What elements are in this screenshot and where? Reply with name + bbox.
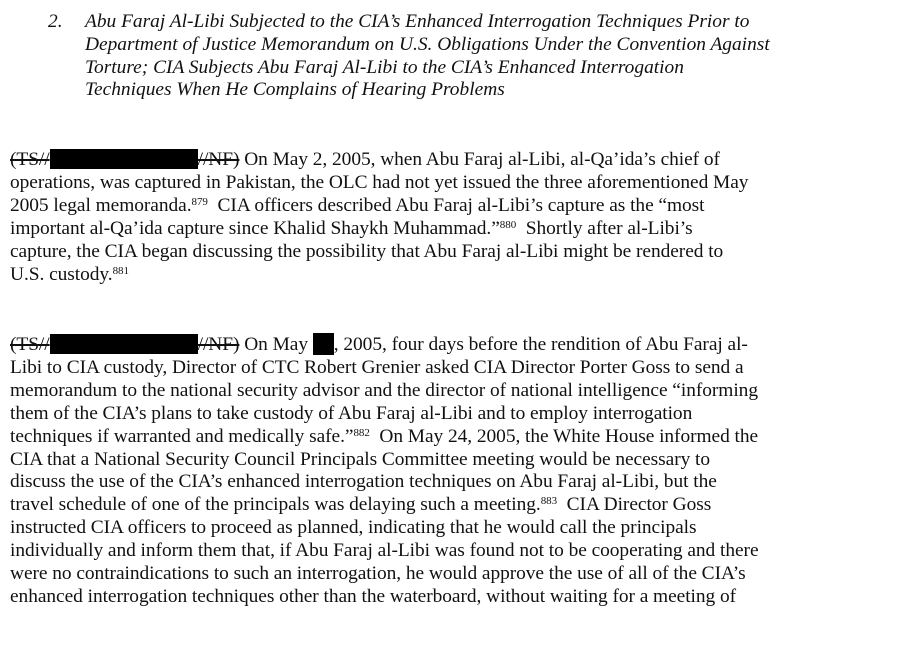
footnote-ref: 882 [353, 426, 370, 439]
paragraph-text: techniques if warranted and medically safe.” [10, 425, 354, 447]
redaction-block [313, 333, 334, 355]
paragraph-line: discuss the use of the CIA’s enhanced interrogation techniques on Abu Faraj al-Libi, but the [10, 471, 717, 493]
paragraph-text: Shortly after al-Libi’s [516, 217, 693, 239]
footnote-ref: 879 [191, 195, 208, 208]
classification-marking [10, 334, 239, 357]
paragraph-line [10, 195, 748, 218]
paragraph-text: On May 2, 2005, when Abu Faraj al-Libi, al-Qa’ida’s chief of [239, 149, 720, 170]
paragraph-line: CIA that a National Security Council Principals Committee meeting would be necessary to [10, 448, 711, 470]
paragraph-2 [10, 333, 759, 609]
paragraph-text: CIA officers described Abu Faraj al-Libi’s capture as the “most [207, 194, 705, 216]
section-heading [48, 11, 908, 102]
paragraph-line [10, 149, 748, 172]
paragraph-text: 2005 legal memoranda. [10, 194, 192, 216]
paragraph-text: travel schedule of one of the principals was delaying such a meeting. [10, 494, 541, 516]
section-title-line: Department of Justice Memorandum on U.S. Obligations Under the Convention Against [85, 33, 770, 55]
section-number: 2. [48, 11, 63, 32]
footnote-ref: 880 [499, 218, 517, 231]
classification-prefix: (TS// [10, 334, 50, 355]
paragraph-line [10, 264, 748, 287]
classification-suffix: //NF) [197, 334, 240, 355]
classification-marking [10, 149, 239, 172]
section-title-line: Techniques When He Complains of Hearing Problems [85, 79, 505, 101]
footnote-ref: 881 [112, 264, 129, 277]
paragraph-text: CIA Director Goss [557, 494, 712, 516]
paragraph-line [10, 218, 748, 241]
paragraph-text: On May 24, 2005, the White House informed the [369, 425, 759, 447]
paragraph-line [10, 494, 759, 517]
paragraph-line: memorandum to the national security advisor and the director of national intelligence “informing [10, 379, 758, 401]
paragraph-line [10, 426, 759, 449]
paragraph-text: U.S. custody. [10, 263, 113, 285]
classification-suffix: //NF) [197, 149, 240, 170]
paragraph-line: operations, was captured in Pakistan, the OLC had not yet issued the three aforementioned May [10, 171, 749, 193]
paragraph-line: were no contraindications to such an interrogation, he would approve the use of all of the CIA’s [10, 563, 746, 585]
paragraph-line: capture, the CIA began discussing the possibility that Abu Faraj al-Libi might be rendered to [10, 240, 724, 262]
paragraph-line: instructed CIA officers to proceed as planned, indicating that he would call the principals [10, 517, 697, 539]
paragraph-line [10, 333, 759, 357]
paragraph-text: On May [239, 334, 313, 355]
paragraph-line: them of the CIA’s plans to take custody of Abu Faraj al-Libi and to employ interrogation [10, 402, 693, 424]
redaction-block [50, 149, 198, 169]
paragraph-text: important al-Qa’ida capture since Khalid Shaykh Muhammad.” [10, 217, 500, 239]
redaction-block [50, 334, 198, 354]
section-title-line: Torture; CIA Subjects Abu Faraj Al-Libi to the CIA’s Enhanced Interrogation [85, 56, 684, 78]
paragraph-line: enhanced interrogation techniques other than the waterboard, without waiting for a meeting of [10, 585, 737, 607]
paragraph-text: , 2005, four days before the rendition of Abu Faraj al- [333, 334, 748, 355]
footnote-ref: 883 [540, 495, 558, 508]
paragraph-line: individually and inform them that, if Abu Faraj al-Libi was found not to be cooperating and there [10, 540, 759, 562]
paragraph-1 [10, 149, 748, 286]
paragraph-line: Libi to CIA custody, Director of CTC Robert Grenier asked CIA Director Porter Goss to send a [10, 356, 744, 378]
classification-prefix: (TS// [10, 149, 50, 170]
section-title-line: Abu Faraj Al-Libi Subjected to the CIA’s Enhanced Interrogation Techniques Prior to [85, 11, 750, 32]
